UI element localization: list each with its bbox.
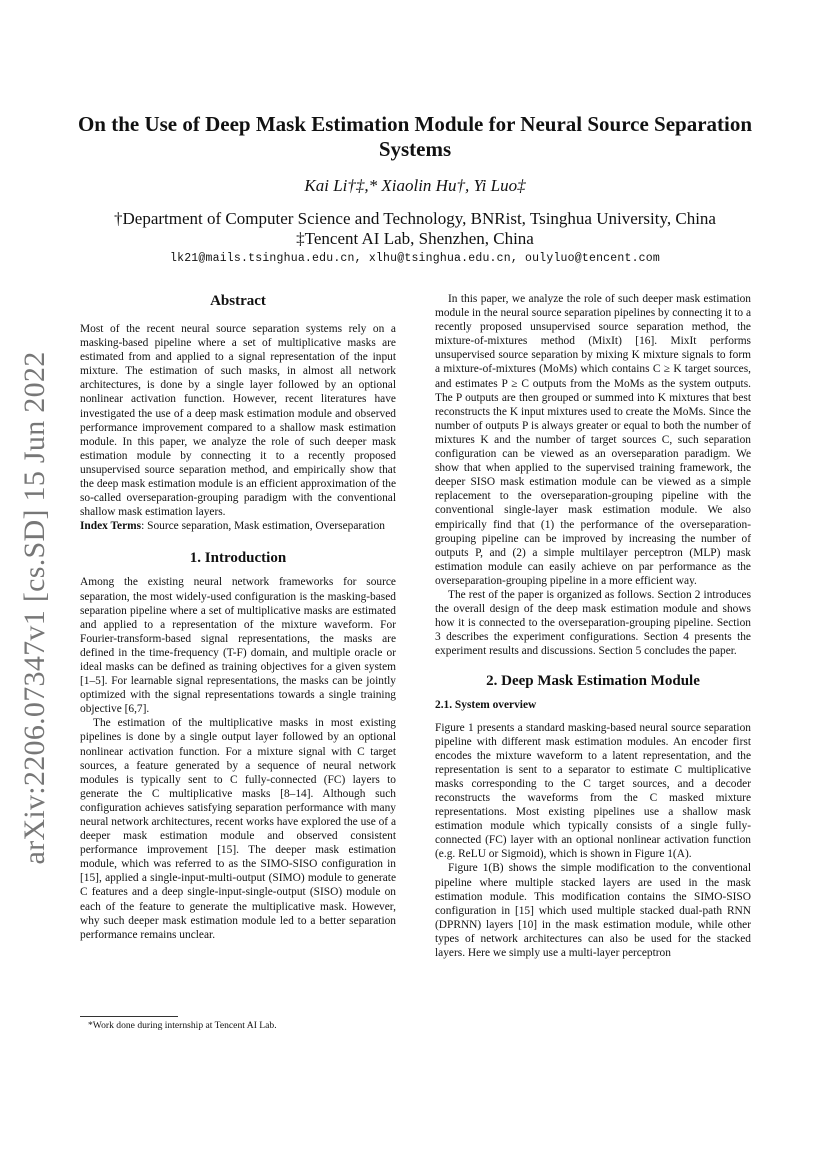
right-column [435, 292, 751, 960]
intro-heading: 1. Introduction [189, 550, 287, 567]
index-terms-text: : Source separation, Mask estimation, Overseparation [141, 520, 385, 533]
right-paragraph-4: Figure 1(B) shows the simple modification to the conventional pipeline where multiple stacked layers are used in the mask estimation module. This modification contains the SIMO-SISO configuration in [15] which used multiple stacked dual-path RNN (DPRNN) layers [10] in the mask estimation module, while other types of network architectures can also be used for the stacked layers. Here we simply use a multi-layer perceptron [435, 862, 751, 960]
subsection-2-1-heading: 2.1. System overview [435, 699, 537, 712]
footnote: *Work done during internship at Tencent AI Lab. [88, 1020, 277, 1031]
emails: lk21@mails.tsinghua.edu.cn, xlhu@tsinghua.edu.cn, oulyluo@tencent.com [170, 252, 660, 265]
paper-title: On the Use of Deep Mask Estimation Module for Neural Source Separation Systems [77, 112, 753, 161]
footnote-rule [80, 1016, 178, 1017]
section-2-heading: 2. Deep Mask Estimation Module [486, 673, 700, 690]
index-terms-label: Index Terms [80, 520, 142, 533]
authors: Kai Li†‡,* Xiaolin Hu†, Yi Luo‡ [304, 176, 526, 195]
left-column [80, 292, 396, 942]
affiliation-1: †Department of Computer Science and Technology, BNRist, Tsinghua University, China [114, 209, 716, 228]
affiliation-2: ‡Tencent AI Lab, Shenzhen, China [296, 229, 534, 248]
right-paragraph-3: Figure 1 presents a standard masking-based neural source separation pipeline with different mask estimation modules. An encoder first encodes the mixture waveform to a latent representation, and the representation is sent to a separator to estimate C multiplicative masks corresponding to the C target sources, and a decoder reconstructs the waveforms from the C masked mixture representations. Most existing pipelines use a shallow mask estimation module which typically consists of a single fully-connected (FC) layer with an optional nonlinear activation function (e.g. ReLU or Sigmoid), which is shown in Figure 1(A). [435, 721, 751, 861]
right-paragraph-2: The rest of the paper is organized as follows. Section 2 introduces the overall design of the deep mask estimation module and shows how it is connected to the overseparation-grouping pipeline. Section 3 describes the experiment configurations. Section 4 presents the experiment results and discussions. Section 5 concludes the paper. [435, 588, 751, 658]
abstract-heading: Abstract [210, 293, 266, 309]
right-paragraph-1: In this paper, we analyze the role of such deeper mask estimation module in the neural source separation pipelines by connecting it to a recently proposed unsupervised source separation method, the mixture-of-mixtures method (MixIt) [16]. MixIt performs unsupervised source separation by mixing K mixture signals to form a mixture-of-mixtures (MoMs) which contains C ≥ K target sources, and estimates P ≥ C outputs from the MoMs as the system outputs. The P outputs are then grouped or summed into K mixtures that best reconstructs the K input mixtures used to create the MoMs. Since the number of outputs P is always greater or equal to both the number of mixtures K and the number of target sources C, such separation configuration can be viewed as an overseparation paradigm. We show that when applied to the supervised training framework, the deeper SISO mask estimation module can be viewed as a simple replacement to the overseparation-grouping pipeline with the conventional single-layer mask estimation module. We also empirically find that (1) the performance of the overseparation-grouping pipeline can be improved by increasing the number of outputs P, and (2) a simple multilayer perceptron (MLP) mask estimation module can easily achieve on par performance as the overseparation-grouping pipeline in a more efficient way. [435, 293, 751, 587]
arxiv-side-label: arXiv:2206.07347v1 [cs.SD] 15 Jun 2022 [18, 350, 51, 865]
intro-paragraph-2: The estimation of the multiplicative masks in most existing pipelines is done by a single output layer followed by an optional nonlinear activation function. For a mixture signal with C target sources, a feature generated by a sequence of neural network modules is typically sent to C fully-connected (FC) layers to generate the C multiplicative masks [8–14]. Although such configuration achieves satisfying separation performance with many neural network architectures, recent works have explored the use of a deeper mask estimation module and observed consistent performance improvement [15]. The deeper mask estimation module, which was referred to as the SIMO-SISO configuration in [15], applied a single-input-multi-output (SIMO) module to generate C features and a deep single-input-single-output (SISO) module on each of the feature to generate the multiplicative mask. However, why such deeper mask estimation module led to a better separation performance remains unclear. [80, 717, 396, 941]
intro-paragraph-1: Among the existing neural network frameworks for source separation, the most widely-used configuration is the masking-based separation pipeline where a set of multiplicative masks are estimated and applied to a representation of the mixture waveform. For Fourier-transform-based signal representations, the masks are defined in the time-frequency (T-F) domain, and multiple oracle or ideal masks can be defined as training objectives for a given system [1–5]. For learnable signal representations, the masks can be jointly optimized with the signal representations towards a single training objective [6,7]. [80, 576, 396, 716]
index-terms [80, 519, 396, 533]
affiliations [70, 209, 760, 249]
abstract-text: Most of the recent neural source separation systems rely on a masking-based pipeline where a set of multiplicative masks are estimated from and applied to a signal representation of the input mixture. The estimation of such masks, in almost all network architectures, is done by a single layer followed by an optional nonlinear activation function. However, recent literatures have investigated the use of a deep mask estimation module and observed performance improvement compared to a shallow mask estimation module. In this paper, we analyze the role of such deeper mask estimation module by connecting it to a recently proposed unsupervised source separation method, and empirically show that the deep mask estimation module is an efficient approximation of the so-called overseparation-grouping paradigm with the conventional shallow mask estimation layers. [80, 323, 396, 519]
